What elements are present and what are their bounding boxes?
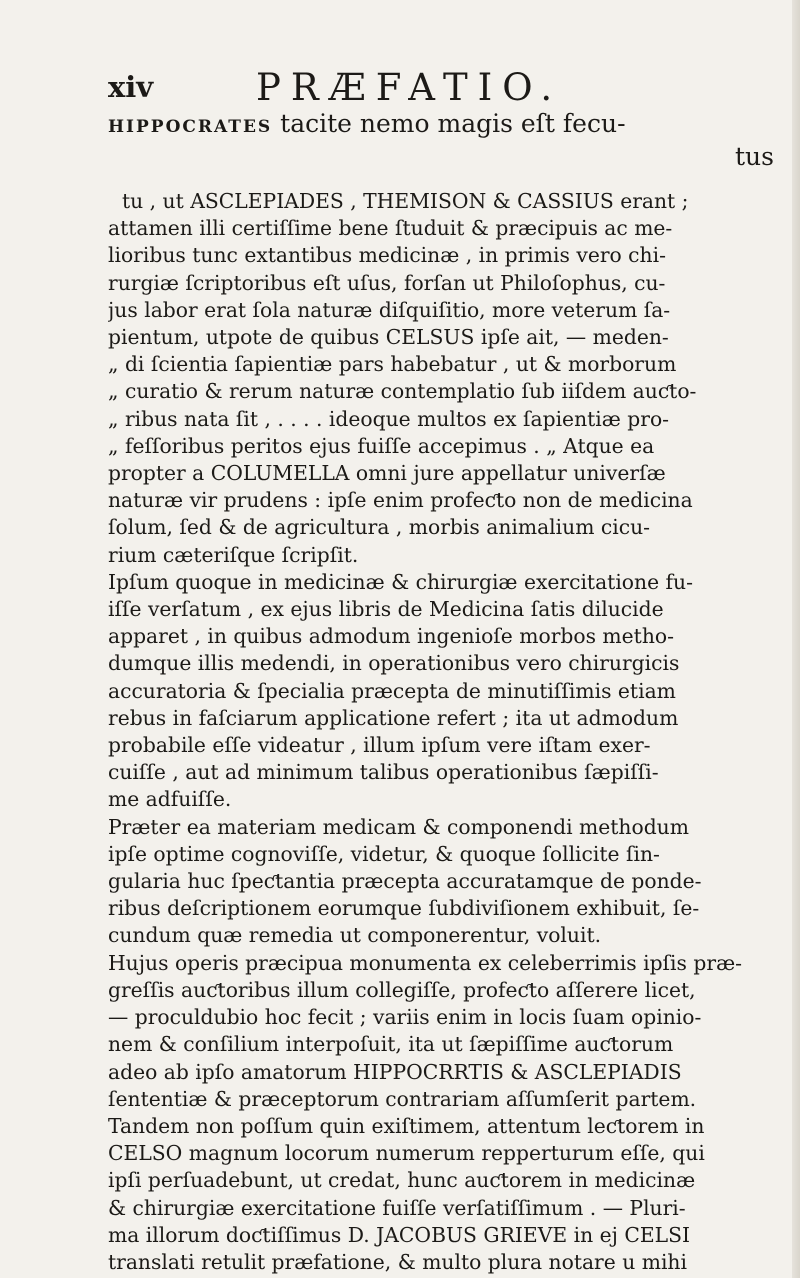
text-line: ipſe optime cognoviſſe, videtur, & quoque ſollicite ſin- [108,841,660,866]
text-line: adeo ab ipſo amatorum HIPPOCRRTIS & ASCLEPIADIS [108,1059,682,1084]
text-line: greſſis auƈtoribus illum collegiſſe, profeƈto aſſerere licet, [108,977,696,1002]
text-line: „ di ſcientia ſapientiæ pars habebatur , ut & morborum [108,352,677,377]
text-line: cundum quæ remedia ut componerentur, voluit. [108,923,602,948]
text-line: rurgiæ ſcriptoribus eſt uſus, forſan ut Philoſophus, cu- [108,270,666,295]
page-number: xiv [108,70,154,104]
text-line: „ ribus nata ſit , . . . . ideoque multos ex ſapientiæ pro- [108,406,670,431]
text-line: rebus in faſciarum applicatione refert ; ita ut admodum [108,705,679,730]
text-line: ma illorum doƈtiſſimus D. JACOBUS GRIEVE in ej CELSI [108,1222,691,1247]
intro-lines [108,108,774,171]
text-line: gularia huc ſpeƈtantia præcepta accuratamque de ponde- [108,869,702,894]
text-line: iſſe verſatum , ex ejus libris de Medicina ſatis dilucide [108,597,664,622]
page-header [108,66,768,109]
text-line: jus labor erat ſola naturæ diſquiſitio, more veterum ſa- [108,297,671,322]
text-line: ribus deſcriptionem eorumque ſubdiviſionem exhibuit, ſe- [108,896,700,921]
text-line: accuratoria & ſpecialia præcepta de minutiſſimis etiam [108,678,676,703]
author-name: HIPPOCRATES [108,117,273,137]
text-line: me adfuiſſe. [108,787,232,812]
intro-text: tacite nemo magis eſt fecu- [280,109,626,138]
text-line: lioribus tunc extantibus medicinæ , in primis vero chi- [108,243,666,268]
text-line: ipſi perſuadebunt, ut credat, hunc auƈtorem in medicinæ [108,1168,696,1193]
text-line: translati retulit præfatione, & multo plura notare u mihi [108,1249,687,1274]
text-line: ſententiæ & præceptorum contrariam aſſumſerit partem. [108,1086,697,1111]
text-line: Hujus operis præcipua monumenta ex celeberrimis ipſis præ- [108,950,742,975]
text-line: Tandem non poſſum quin exiſtimem, attentum leƈtorem in [108,1113,705,1138]
text-line: — proculdubio hoc fecit ; variis enim in locis ſuam opinio- [108,1005,702,1030]
text-line: & chirurgiæ exercitatione fuiſſe verſatiſſimum . — Pluri- [108,1195,686,1220]
text-line: propter a COLUMELLA omni jure appellatur univerſæ [108,461,666,486]
text-line: Præter ea materiam medicam & componendi methodum [108,814,689,839]
text-line: CELSO magnum locorum numerum repperturum eſſe, qui [108,1141,705,1166]
intro-line [108,108,774,143]
text-line: apparet , in quibus admodum ingenioſe morbos metho- [108,624,674,649]
text-line: tu , ut ASCLEPIADES , THEMISON & CASSIUS erant ; [122,189,689,213]
text-line: naturæ vir prudens : ipſe enim profeƈto non de medicina [108,488,693,513]
text-line: Ipſum quoque in medicinæ & chirurgiæ exercitatione fu- [108,569,693,594]
text-line: nem & conſilium interpoſuit, ita ut ſæpiſſime auƈtorum [108,1032,674,1057]
catchword: tus [735,142,774,171]
text-line: dumque illis medendi, in operationibus vero chirurgicis [108,651,680,676]
text-line: cuiſſe , aut ad minimum talibus operationibus ſæpiſſi- [108,760,659,785]
body-text [108,188,784,1276]
page-edge [792,0,800,1278]
text-line: ſolum, ſed & de agricultura , morbis animalium cicu- [108,515,651,540]
running-title: PRÆFATIO. [256,66,563,109]
text-line: „ curatio & rerum naturæ contemplatio ſub iiſdem auƈto- [108,379,697,404]
text-line: rium cæteriſque ſcripſit. [108,542,359,567]
text-line: attamen illi certiſſime bene ſtuduit & præcipuis ac me- [108,216,673,241]
text-line: pientum, utpote de quibus CELSUS ipſe ait, — meden- [108,325,669,350]
text-line: probabile eſſe videatur , illum ipſum vere iſtam exer- [108,733,651,758]
text-line: „ feſſoribus peritos ejus fuiſſe accepimus . „ Atque ea [108,433,655,458]
